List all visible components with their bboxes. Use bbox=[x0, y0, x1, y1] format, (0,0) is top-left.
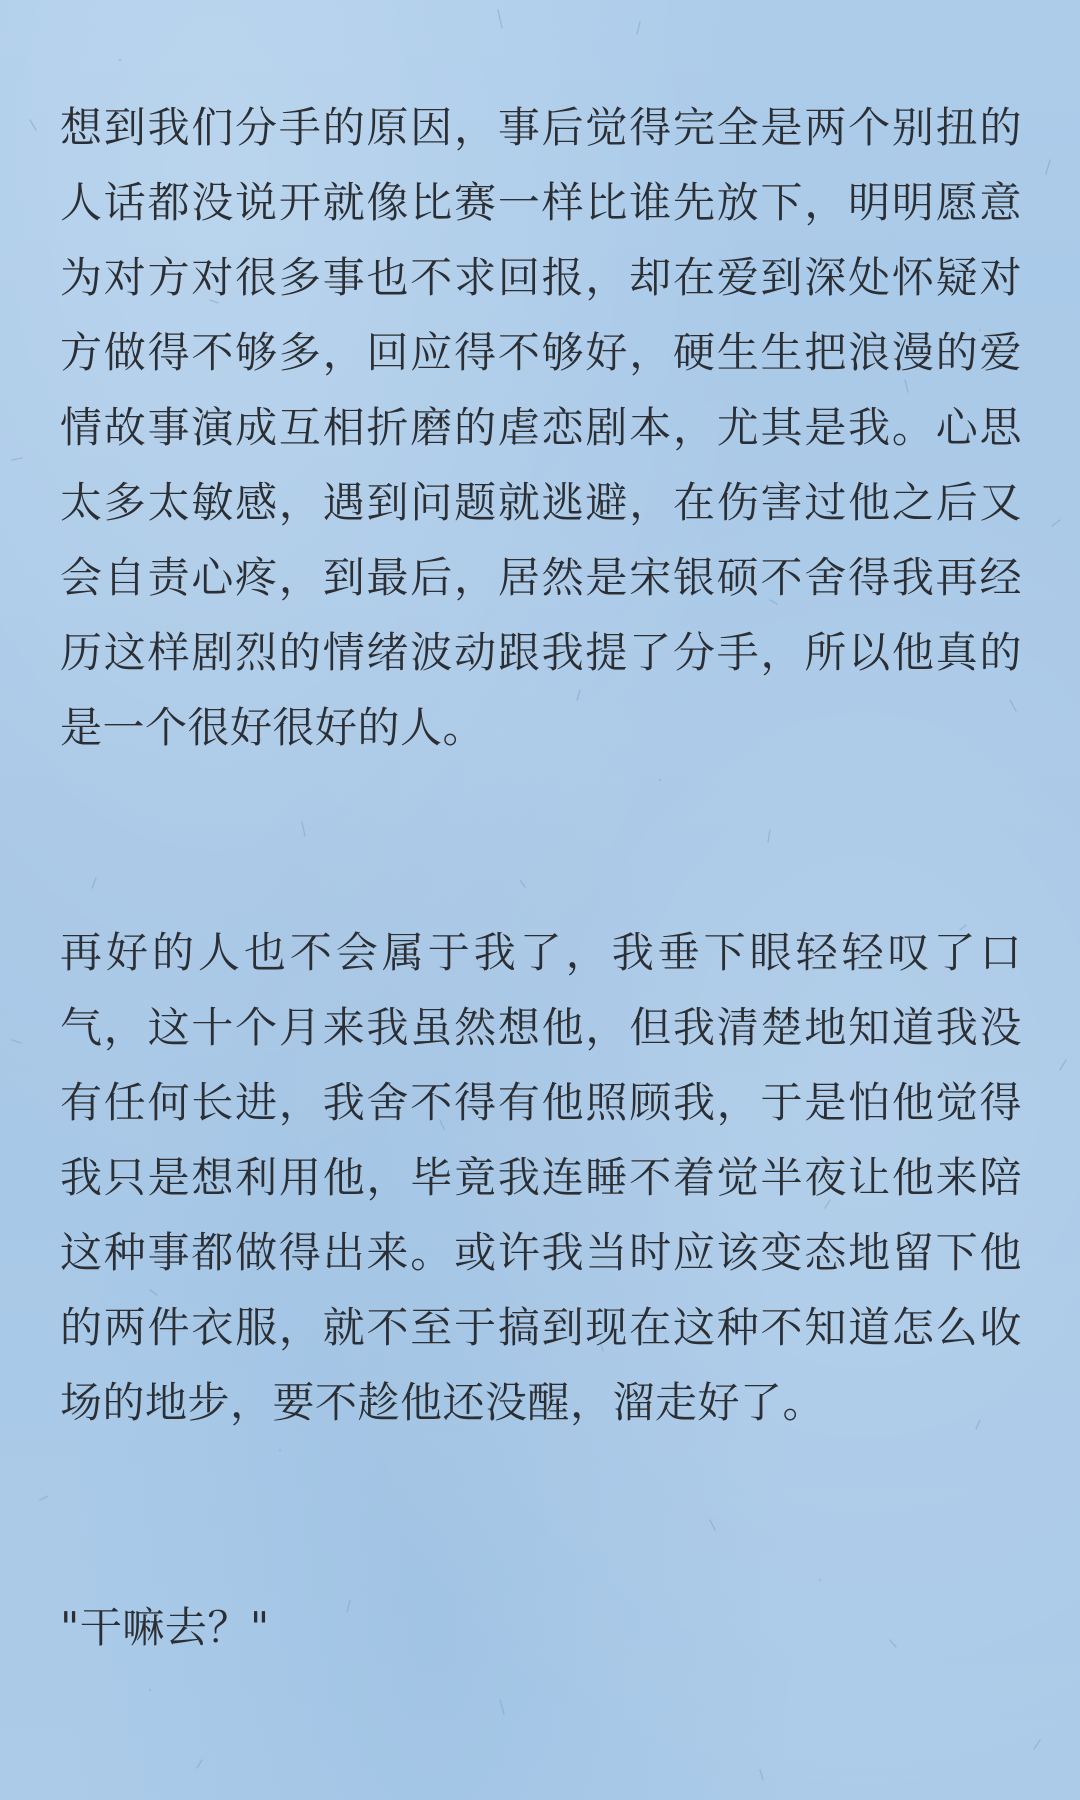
paragraph-2: 再好的人也不会属于我了，我垂下眼轻轻叹了口气，这十个月来我虽然想他，但我清楚地知道我没有任何长进，我舍不得有他照顾我，于是怕他觉得我只是想利用他，毕竟我连睡不着觉半夜让他来陪这种事都做得出来。或许我当时应该变态地留下他的两件衣服，就不至于搞到现在这种不知道怎么收场的地步，要不趁他还没醒，溜走好了。 bbox=[60, 928, 1022, 1427]
dialogue-line: "干嘛去？" bbox=[60, 1603, 270, 1652]
article-body bbox=[60, 90, 1022, 1665]
paragraph-1: 想到我们分手的原因，事后觉得完全是两个别扭的人话都没说开就像比赛一样比谁先放下，明明愿意为对方对很多事也不求回报，却在爱到深处怀疑对方做得不够多，回应得不够好，硬生生把浪漫的爱情故事演成互相折磨的虐恋剧本，尤其是我。心思太多太敏感，遇到问题就逃避，在伤害过他之后又会自责心疼，到最后，居然是宋银硕不舍得我再经历这样剧烈的情绪波动跟我提了分手，所以他真的是一个很好很好的人。 bbox=[60, 103, 1022, 752]
